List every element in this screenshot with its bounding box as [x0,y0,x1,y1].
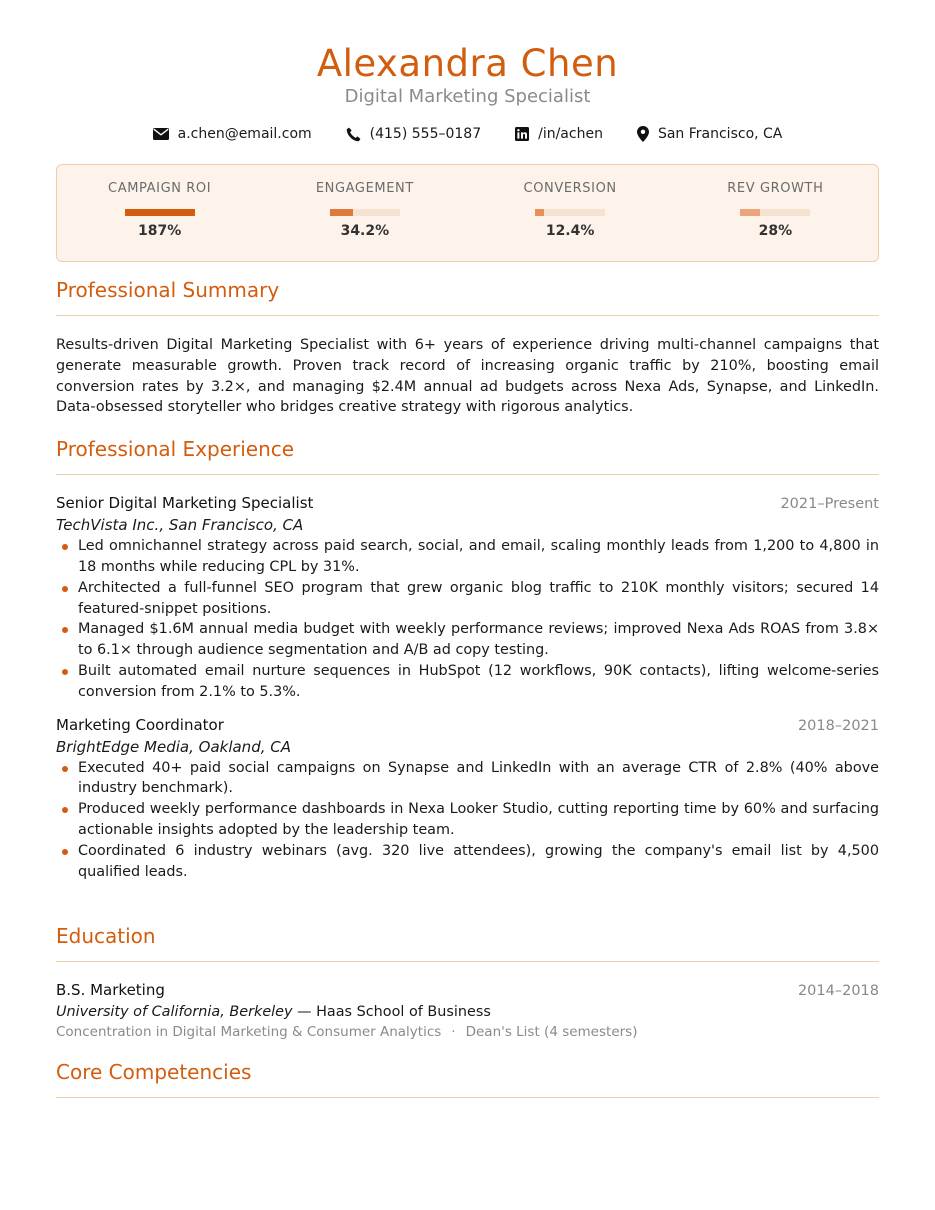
school-name: University of California, Berkeley [56,1004,293,1021]
job-entry [56,715,879,883]
metric-label: CAMPAIGN ROI [108,181,212,196]
linkedin-icon [515,127,529,141]
metric-value: 28% [758,223,793,239]
metric-bar [330,209,400,216]
phone-text: (415) 555–0187 [369,126,482,142]
metric-bar-fill [125,209,195,216]
metric-bar [740,209,810,216]
linkedin-text: /in/achen [538,126,603,142]
experience-section [56,436,879,882]
section-divider [56,315,879,316]
metric-bar [125,209,195,216]
candidate-title: Digital Marketing Specialist [344,86,591,107]
job-header [56,493,879,515]
metrics-panel [56,164,879,262]
job-entry [56,493,879,702]
education-header [56,980,879,1002]
education-honors: Dean's List (4 semesters) [465,1024,638,1041]
list-item: Produced weekly performance dashboards in Nexa Looker Studio, cutting reporting time by 60% and surfacing actionable insights adopted by the leadership team. [56,799,879,841]
contact-location [637,124,782,144]
email-text: a.chen@email.com [177,126,312,142]
section-title-summary: Professional Summary [56,278,280,302]
summary-text: Results-driven Digital Marketing Specialist with 6+ years of experience driving multi-channel campaigns that generate measurable growth. Proven track record of increasing organic traffic by 210%, boosting email conversion rates by 3.2×, and managing $2.4M annual ad budgets across Nexa Ads, Synapse, and LinkedIn. Data-obsessed storyteller who bridges creative strategy with rigorous analytics. [56,337,879,416]
metric-label: CONVERSION [523,181,617,196]
list-item: Architected a full-funnel SEO program that grew organic blog traffic to 210K monthly visitors; secured 14 featured-snippet positions. [56,578,879,620]
phone-icon [346,127,361,142]
section-divider [56,961,879,962]
candidate-name: Alexandra Chen [316,42,619,85]
job-org: BrightEdge Media, Oakland, CA [56,737,291,756]
summary-section [56,277,879,418]
metric-bar [535,209,605,216]
job-org: TechVista Inc., San Francisco, CA [56,516,304,535]
contact-bar [56,124,879,144]
contact-linkedin[interactable] [515,124,603,144]
note-separator: · [451,1024,456,1041]
job-title: Marketing Coordinator [56,715,224,734]
education-school [56,1002,879,1022]
education-entry [56,980,879,1042]
job-dates: 2018–2021 [797,717,879,734]
map-pin-icon [637,126,649,142]
degree: B.S. Marketing [56,981,165,1000]
job-dates: 2021–Present [780,496,879,513]
competencies-section [56,1059,879,1098]
list-item: Executed 40+ paid social campaigns on Synapse and LinkedIn with an average CTR of 2.8% (40% above industry benchmark). [56,758,879,800]
education-section [56,923,879,1042]
metric-value: 34.2% [340,223,390,239]
metric-label: ENGAGEMENT [315,181,414,196]
job-bullets [56,758,879,883]
section-divider [56,474,879,475]
metric-label: REV GROWTH [727,181,824,196]
metric-bar-fill [740,209,760,216]
metric-campaign-roi [57,165,262,261]
envelope-icon [153,128,169,140]
education-dates: 2014–2018 [797,983,879,1000]
list-item: Built automated email nurture sequences in HubSpot (12 workflows, 90K contacts), lifting welcome-series conversion from 2.1% to 5.3%. [56,661,879,703]
metric-bar-fill [330,209,353,216]
section-title-competencies: Core Competencies [56,1060,252,1085]
school-department: — Haas School of Business [292,1004,491,1021]
job-bullets [56,536,879,702]
section-divider [56,1097,879,1098]
contact-email[interactable] [153,124,312,144]
metric-rev-growth [673,165,878,261]
section-title-experience: Professional Experience [56,437,295,462]
list-item: Led omnichannel strategy across paid search, social, and email, scaling monthly leads from 1,200 to 4,800 in 18 months while reducing CPL by 31%. [56,536,879,578]
list-item: Managed $1.6M annual media budget with weekly performance reviews; improved Nexa Ads ROAS from 3.8× to 6.1× through audience segmentation and A/B ad copy testing. [56,619,879,661]
location-text: San Francisco, CA [657,126,783,142]
metric-value: 12.4% [545,223,595,239]
job-header [56,715,879,737]
education-concentration: Concentration in Digital Marketing & Consumer Analytics [56,1024,442,1041]
section-title-education: Education [56,924,156,949]
metric-engagement [262,165,467,261]
metric-conversion [468,165,673,261]
metric-value: 187% [137,223,182,239]
education-notes [56,1022,879,1042]
metric-bar-fill [535,209,543,216]
contact-phone[interactable] [346,124,481,144]
job-title: Senior Digital Marketing Specialist [56,494,314,513]
list-item: Coordinated 6 industry webinars (avg. 320 live attendees), growing the company's email list by 4,500 qualified leads. [56,841,879,883]
